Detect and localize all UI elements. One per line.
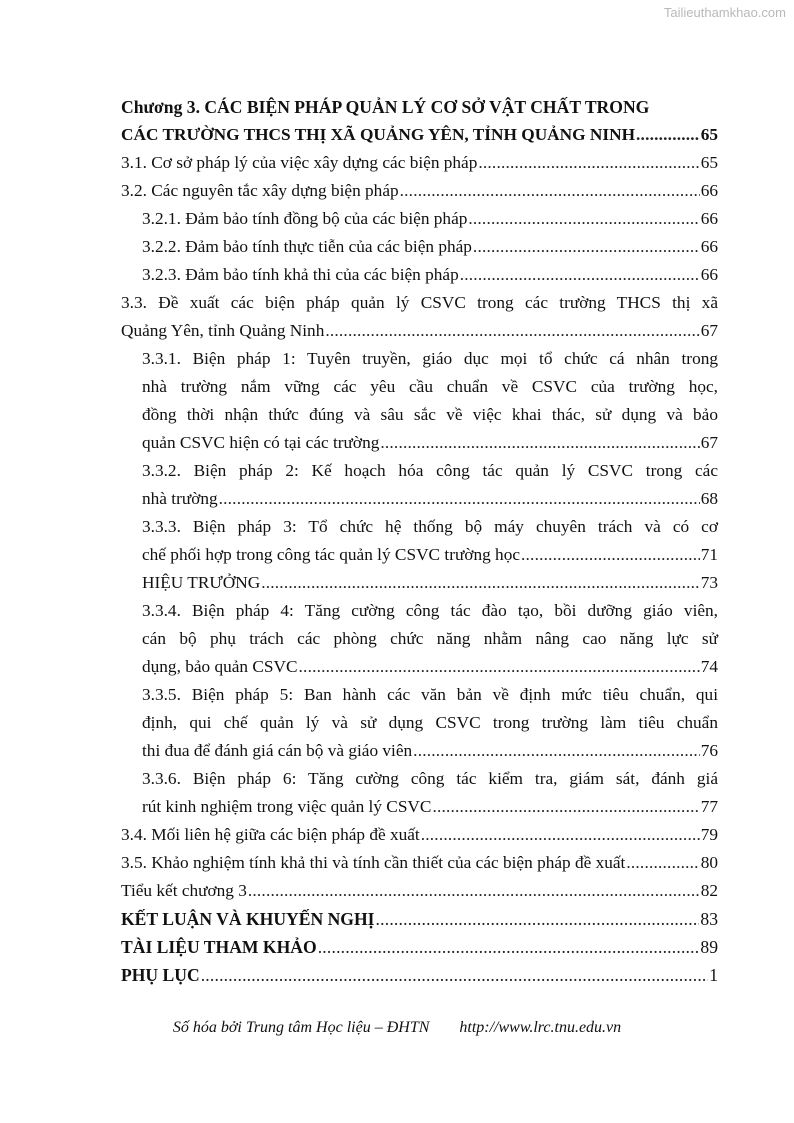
page-number: 79: [700, 825, 718, 844]
toc-text-line: cán bộ phụ trách các phòng chức năng nhằm nâng cao năng lực sử: [142, 629, 718, 648]
toc-label: chế phối hợp trong công tác quản lý CSVC trường học: [142, 545, 521, 564]
toc-row-hieu-truong[interactable]: [121, 569, 718, 597]
toc-row-3-3-4[interactable]: [121, 653, 718, 681]
toc-text-line: định, qui chế quản lý và sử dụng CSVC trong trường làm tiêu chuẩn: [142, 713, 718, 732]
toc-text-line: 3.3.6. Biện pháp 6: Tăng cường công tác kiểm tra, giám sát, đánh giá: [142, 769, 718, 788]
footer-credit: Số hóa bởi Trung tâm Học liệu – ĐHTN: [172, 1019, 430, 1036]
page-number: 76: [700, 741, 718, 760]
toc-text-line: 3.3.5. Biện pháp 5: Ban hành các văn bản về định mức tiêu chuẩn, qui: [142, 685, 718, 704]
toc-label: 3.1. Cơ sở pháp lý của việc xây dựng các biện pháp: [121, 153, 478, 172]
page-number: 65: [700, 153, 718, 172]
toc-row-3-2-2[interactable]: [121, 233, 718, 261]
toc-label: HIỆU TRƯỞNG: [142, 573, 261, 592]
toc-row-3-3-2[interactable]: [121, 485, 718, 513]
chapter-title-line1: CÁC BIỆN PHÁP QUẢN LÝ CƠ SỞ VẬT CHẤT TRONG: [204, 97, 650, 117]
page-number: 74: [700, 657, 718, 676]
page-footer: [0, 1019, 794, 1037]
toc-label: 3.4. Mối liên hệ giữa các biện pháp đề xuất: [121, 825, 420, 844]
dot-leader: [421, 821, 700, 849]
toc-text-line: đồng thời nhận thức đúng và sâu sắc về việc khai thác, sử dụng và bảo: [142, 405, 718, 424]
toc-label: PHỤ LỤC: [121, 965, 200, 985]
dot-leader: [380, 429, 699, 457]
toc-label: TÀI LIỆU THAM KHẢO: [121, 937, 317, 957]
toc-row-3-3-1[interactable]: [121, 429, 718, 457]
toc-row-tai-lieu[interactable]: [121, 933, 718, 961]
dot-leader: [201, 961, 709, 989]
page-number: 68: [700, 489, 718, 508]
toc-label: 3.5. Khảo nghiệm tính khả thi và tính cần thiết của các biện pháp đề xuất: [121, 853, 626, 872]
page-number: 66: [700, 237, 718, 256]
page-number: 1: [709, 965, 718, 985]
toc-row-chapter[interactable]: [121, 121, 718, 149]
toc-label: rút kinh nghiệm trong việc quản lý CSVC: [142, 797, 432, 816]
footer-url[interactable]: http://www.lrc.tnu.edu.vn: [459, 1019, 622, 1036]
toc-row-3-3-6[interactable]: [121, 793, 718, 821]
watermark: Tailieuthamkhao.com: [663, 5, 786, 20]
toc-row-3-2-1[interactable]: [121, 205, 718, 233]
toc-text-line: 3.3.4. Biện pháp 4: Tăng cường công tác đào tạo, bồi dưỡng giáo viên,: [142, 601, 718, 620]
dot-leader: [473, 233, 700, 261]
toc-label: quản CSVC hiện có tại các trường: [142, 433, 380, 452]
toc-label: 3.2.2. Đảm bảo tính thực tiễn của các biện pháp: [142, 237, 472, 256]
page-number: 77: [700, 797, 718, 816]
chapter-heading: Chương 3. CÁC BIỆN PHÁP QUẢN LÝ CƠ SỞ VẬT CHẤT TRONG: [121, 97, 650, 117]
page-number: 66: [700, 209, 718, 228]
dot-leader: [325, 317, 699, 345]
toc-row-3-3-3[interactable]: [121, 541, 718, 569]
chapter-prefix: Chương 3: [121, 97, 196, 117]
page-number: 89: [700, 937, 718, 957]
toc-label: 3.2.1. Đảm bảo tính đồng bộ của các biện pháp: [142, 209, 468, 228]
page-number: 83: [700, 909, 718, 929]
toc-row-ket-luan[interactable]: [121, 905, 718, 933]
dot-leader: [432, 793, 699, 821]
page-number: 82: [700, 881, 718, 900]
dot-leader: [413, 737, 700, 765]
table-of-contents: [121, 93, 718, 989]
toc-label: Tiểu kết chương 3: [121, 881, 247, 900]
dot-leader: [626, 849, 699, 877]
toc-text-line: nhà trường nắm vững các yêu cầu chuẩn về CSVC của trường học,: [142, 377, 718, 396]
toc-row-tieu-ket[interactable]: [121, 877, 718, 905]
toc-row-3-1[interactable]: [121, 149, 718, 177]
toc-row-phu-luc[interactable]: [121, 961, 718, 989]
toc-label: 3.2. Các nguyên tắc xây dựng biện pháp: [121, 181, 399, 200]
page-number: 67: [700, 433, 718, 452]
toc-label: thi đua để đánh giá cán bộ và giáo viên: [142, 741, 413, 760]
dot-leader: [219, 485, 700, 513]
dot-leader: [521, 541, 700, 569]
dot-leader: [400, 177, 700, 205]
toc-label: Quảng Yên, tỉnh Quảng Ninh: [121, 321, 325, 340]
dot-leader: [636, 121, 700, 149]
toc-row-3-3[interactable]: [121, 317, 718, 345]
dot-leader: [376, 905, 700, 933]
page-number: 80: [700, 853, 718, 872]
page-number: 65: [700, 125, 718, 144]
chapter-title-line2: CÁC TRƯỜNG THCS THỊ XÃ QUẢNG YÊN, TỈNH QUẢNG NINH: [121, 125, 636, 144]
toc-row-3-2[interactable]: [121, 177, 718, 205]
toc-text-line: 3.3.2. Biện pháp 2: Kế hoạch hóa công tác quản lý CSVC trong các: [142, 461, 718, 480]
dot-leader: [261, 569, 700, 597]
page-number: 67: [700, 321, 718, 340]
toc-row-3-3-5[interactable]: [121, 737, 718, 765]
dot-leader: [299, 653, 700, 681]
toc-row-3-2-3[interactable]: [121, 261, 718, 289]
dot-leader: [478, 149, 699, 177]
toc-text-line: 3.3.3. Biện pháp 3: Tổ chức hệ thống bộ máy chuyên trách và có cơ: [142, 517, 718, 536]
dot-leader: [248, 877, 700, 905]
dot-leader: [460, 261, 700, 289]
toc-label: 3.2.3. Đảm bảo tính khả thi của các biện pháp: [142, 265, 459, 284]
page-number: 66: [700, 181, 718, 200]
page-number: 71: [700, 545, 718, 564]
page-number: 66: [700, 265, 718, 284]
toc-label: nhà trường: [142, 489, 218, 508]
page-number: 73: [700, 573, 718, 592]
toc-text-line: 3.3.1. Biện pháp 1: Tuyên truyền, giáo dục mọi tổ chức cá nhân trong: [142, 349, 718, 368]
dot-leader: [468, 205, 699, 233]
toc-label: dụng, bảo quản CSVC: [142, 657, 298, 676]
toc-label: KẾT LUẬN VÀ KHUYẾN NGHỊ: [121, 909, 375, 929]
toc-text-line: 3.3. Đề xuất các biện pháp quản lý CSVC trong các trường THCS thị xã: [121, 293, 718, 312]
toc-row-3-5[interactable]: [121, 849, 718, 877]
dot-leader: [318, 933, 700, 961]
toc-row-3-4[interactable]: [121, 821, 718, 849]
